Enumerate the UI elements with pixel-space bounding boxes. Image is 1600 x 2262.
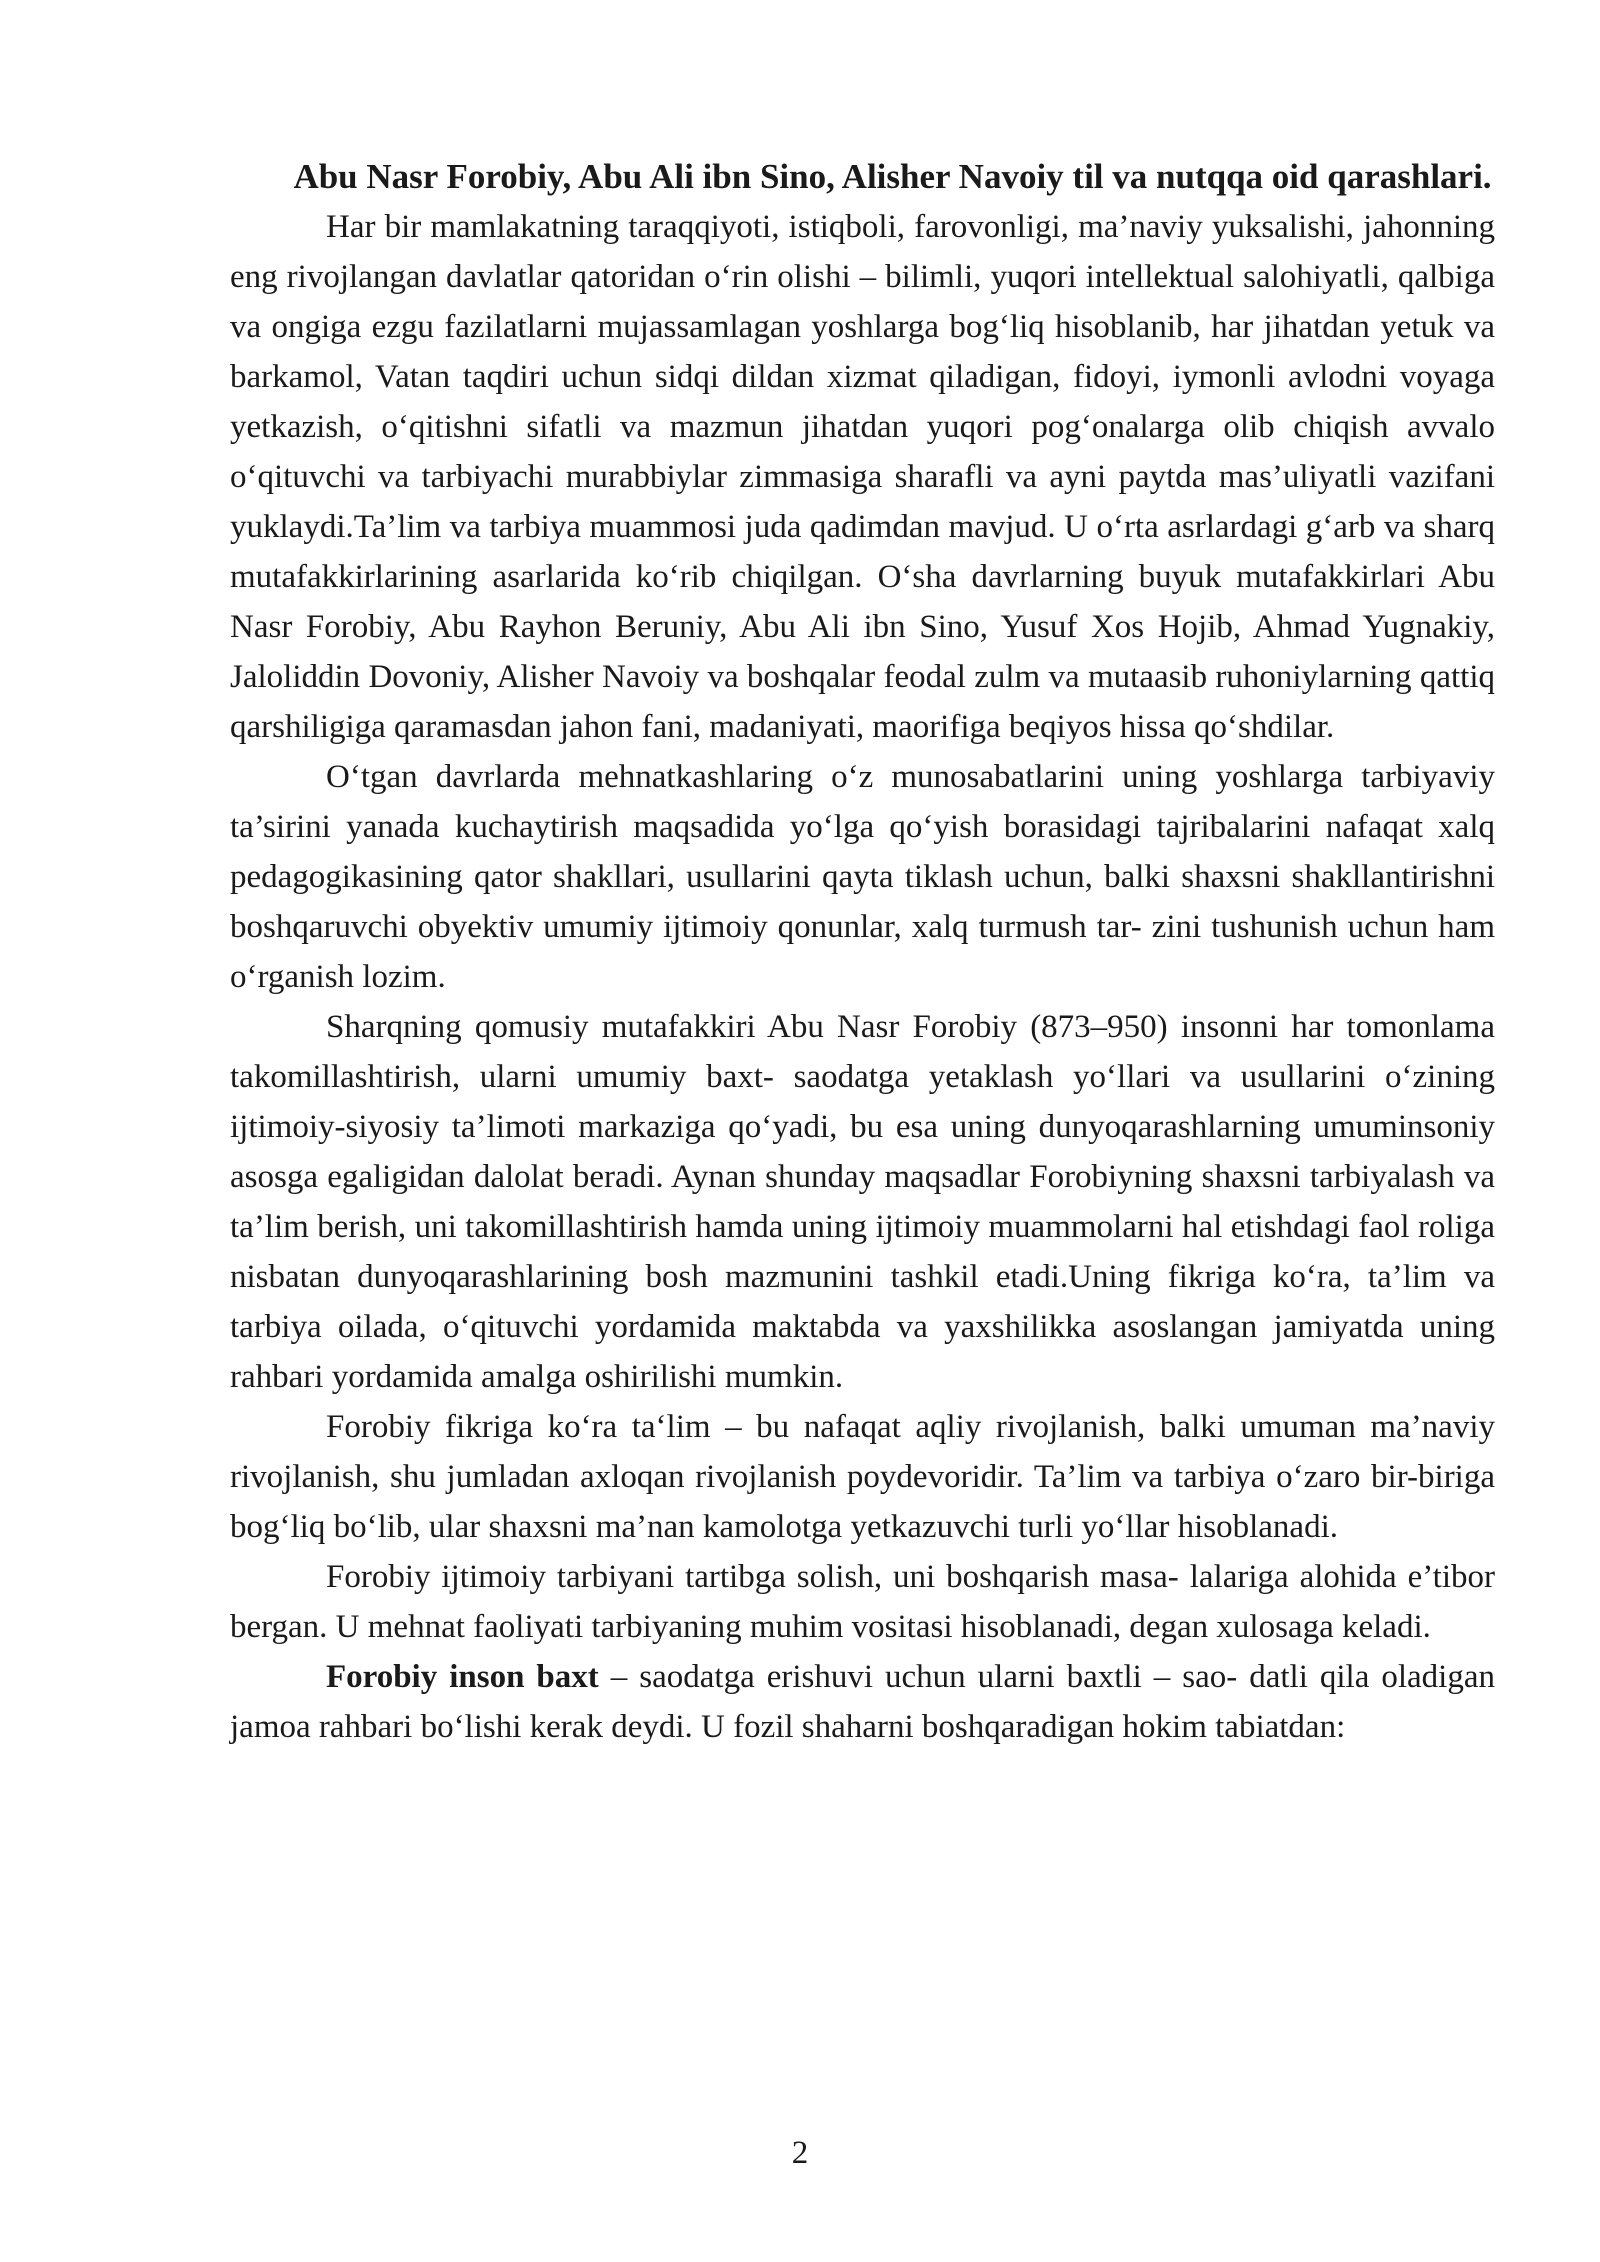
document-page [230, 152, 1495, 1752]
paragraph-6-bold-lead: Forobiy inson baxt [326, 1659, 599, 1695]
document-title: Abu Nasr Forobiy, Abu Ali ibn Sino, Alisher Navoiy til va nutqqa oid qarashlari. [293, 157, 1492, 196]
paragraph-2 [230, 752, 1495, 1002]
paragraph-1 [230, 202, 1495, 752]
paragraph-6-text: – saodatga erishuvi uchun ularni baxtli – sao- datli qila oladigan jamoa rahbari bo‘lishi kerak deydi. U fozil shaharni boshqaradigan hokim tabiatdan: [230, 1659, 1495, 1745]
paragraph-5 [230, 1552, 1495, 1652]
paragraph-1-text: Har bir mamlakatning taraqqiyoti, istiqboli, farovonligi, ma’naviy yuksalishi, jahonning eng rivojlangan davlatlar qatoridan o‘rin olishi – bilimli, yuqori intellektual salohiyatli, qalbiga va ongiga ezgu fazilatlarni mujassamlagan yoshlarga bog‘liq hisoblanib, har jihatdan yetuk va barkamol, Vatan taqdiri uchun sidqi dildan xizmat qiladigan, fidoyi, iymonli avlodni voyaga yetkazish, o‘qitishni sifatli va mazmun jihatdan yuqori pog‘onalarga olib chiqish avvalo o‘qituvchi va tarbiyachi murabbiylar zimmasiga sharafli va ayni paytda mas’uliyatli vazifani yuklaydi.Ta’lim va tarbiya muammosi juda qadimdan mavjud. U o‘rta asrlardagi g‘arb va sharq mutafakkirlarining asarlarida ko‘rib chiqilgan. O‘sha davrlarning buyuk mutafakkirlari Abu Nasr Forobiy, Abu Rayhon Beruniy, Abu Ali ibn Sino, Yusuf Xos Hojib, Ahmad Yugnakiy, Jaloliddin Dovoniy, Alisher Navoiy va boshqalar feodal zulm va mutaasib ruhoniylarning qattiq qarshiligiga qaramasdan jahon fani, madaniyati, maorifiga beqiyos hissa qo‘shdilar. [230, 209, 1495, 745]
paragraph-4-text: Forobiy fikriga ko‘ra ta‘lim – bu nafaqat aqliy rivojlanish, balki umuman ma’naviy rivojlanish, shu jumladan axloqan rivojlanish poydevoridir. Ta’lim va tarbiya o‘zaro bir-biriga bog‘liq bo‘lib, ular shaxsni ma’nan kamolotga yetkazuvchi turli yo‘llar hisoblanadi. [230, 1409, 1495, 1545]
paragraph-5-text: Forobiy ijtimoiy tarbiyani tartibga solish, uni boshqarish masa- lalariga alohida e’tibor bergan. U mehnat faoliyati tarbiyaning muhim vositasi hisoblanadi, degan xulosaga keladi. [230, 1559, 1495, 1645]
paragraph-6 [230, 1652, 1495, 1752]
paragraph-4 [230, 1402, 1495, 1552]
paragraph-3 [230, 1002, 1495, 1402]
page-number: 2 [791, 2135, 809, 2171]
paragraph-3-text: Sharqning qomusiy mutafakkiri Abu Nasr Forobiy (873–950) insonni har tomonlama takomillashtirish, ularni umumiy baxt- saodatga yetaklash yo‘llari va usullarini o‘zining ijtimoiy-siyosiy ta’limoti markaziga qo‘yadi, bu esa uning dunyoqarashlarning umuminsoniy asosga egaligidan dalolat beradi. Aynan shunday maqsadlar Forobiyning shaxsni tarbiyalash va ta’lim berish, uni takomillashtirish hamda uning ijtimoiy muammolarni hal etishdagi faol roliga nisbatan dunyoqarashlarining bosh mazmunini tashkil etadi.Uning fikriga ko‘ra, ta’lim va tarbiya oilada, o‘qituvchi yordamida maktabda va yaxshilikka asoslangan jamiyatda uning rahbari yordamida amalga oshirilishi mumkin. [230, 1009, 1495, 1395]
paragraph-2-text: O‘tgan davrlarda mehnatkashlaring o‘z munosabatlarini uning yoshlarga tarbiyaviy ta’sirini yanada kuchaytirish maqsadida yo‘lga qo‘yish borasidagi tajribalarini nafaqat xalq pedagogikasining qator shakllari, usullarini qayta tiklash uchun, balki shaxsni shakllantirishni boshqaruvchi obyektiv umumiy ijtimoiy qonunlar, xalq turmush tar- zini tushunish uchun ham o‘rganish lozim. [230, 759, 1495, 995]
